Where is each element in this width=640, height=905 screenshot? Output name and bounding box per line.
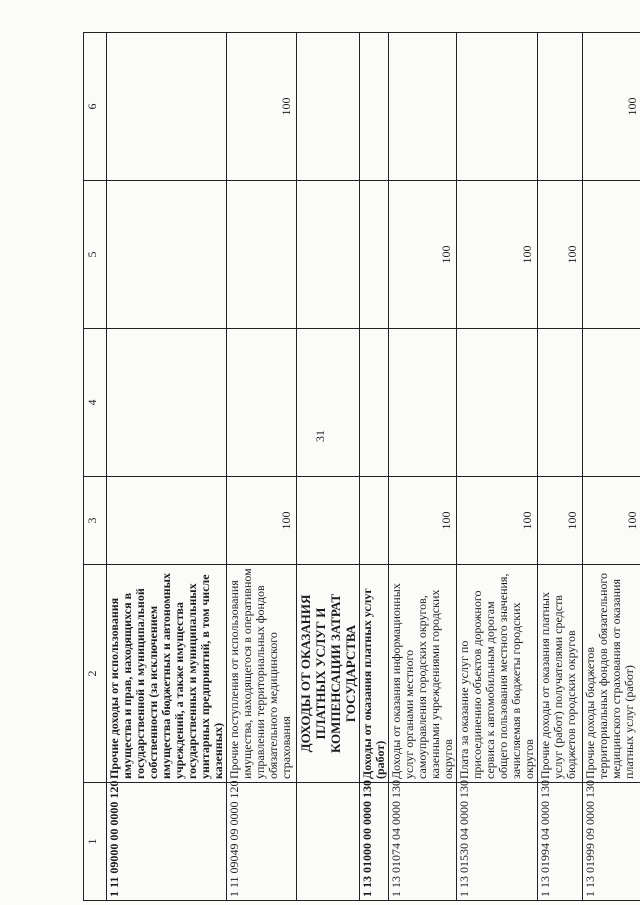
row-value [360, 33, 389, 181]
row-value [360, 329, 389, 477]
row-value [297, 477, 360, 565]
row-value [107, 33, 227, 181]
row-value [297, 329, 360, 477]
row-value [360, 181, 389, 329]
row-name: Прочие доходы от использования имущества и прав, находящихся в государственной и муниципальной собственности (за исключением имущества бюджетных и автономных учреждений, а также имущества государственных и муниципальных унитарных предприятий, в том числе казенных) [107, 565, 227, 783]
table-row [389, 33, 457, 901]
row-name: Прочие доходы бюджетов территориальных фондов обязательного медицинского страхования от оказания платных услуг (работ) [583, 565, 640, 783]
row-value [389, 33, 457, 181]
row-value: 100 [538, 477, 583, 565]
column-header: 2 [84, 565, 107, 783]
table-row [583, 33, 640, 901]
row-name: Прочие доходы от оказания платных услуг (работ) получателями средств бюджетов городских округов [538, 565, 583, 783]
row-value [457, 329, 538, 477]
row-code: 1 13 01074 04 0000 130 [389, 783, 457, 901]
row-value [360, 477, 389, 565]
section-title: ДОХОДЫ ОТ ОКАЗАНИЯ ПЛАТНЫХ УСЛУГ И КОМПЕНСАЦИИ ЗАТРАТ ГОСУДАРСТВА [297, 565, 360, 783]
row-name: Плата за оказание услуг по присоединению объектов дорожного сервиса к автомобильным дорогам общего пользования местного значения, зачисляемая в бюджеты городских округов [457, 565, 538, 783]
row-code: 1 11 09049 09 0000 120 [227, 783, 297, 901]
row-value: 100 [583, 477, 640, 565]
row-value [538, 33, 583, 181]
row-code [297, 783, 360, 901]
row-value: 100 [538, 181, 583, 329]
row-code: 1 13 01999 09 0000 130 [583, 783, 640, 901]
column-header: 4 [84, 329, 107, 477]
row-code: 1 13 01994 04 0000 130 [538, 783, 583, 901]
row-value [297, 181, 360, 329]
row-value [297, 33, 360, 181]
column-header: 1 [84, 783, 107, 901]
row-value [227, 329, 297, 477]
row-name: Доходы от оказания информационных услуг органами местного самоуправления городских округов, казенными учреждениями городских округов [389, 565, 457, 783]
row-value: 100 [227, 477, 297, 565]
revenue-table [83, 32, 640, 901]
row-value [457, 33, 538, 181]
row-value [538, 329, 583, 477]
page-number: 31 [313, 430, 327, 442]
row-name: Доходы от оказания платных услуг (работ) [360, 565, 389, 783]
row-value [389, 329, 457, 477]
row-value: 100 [227, 33, 297, 181]
table-row [457, 33, 538, 901]
row-value [107, 329, 227, 477]
row-value: 100 [457, 477, 538, 565]
row-value: 100 [389, 181, 457, 329]
table-row [107, 33, 227, 901]
row-code: 1 11 09000 00 0000 120 [107, 783, 227, 901]
revenue-table-sheet [83, 33, 639, 901]
column-header: 5 [84, 181, 107, 329]
row-value [583, 181, 640, 329]
row-value [107, 477, 227, 565]
row-value [583, 329, 640, 477]
row-value: 100 [457, 181, 538, 329]
table-row [360, 33, 389, 901]
row-name: Прочие поступления от использования имущества, находящегося в оперативном управлении территориальных фондов обязательного медицинского страхования [227, 565, 297, 783]
row-code: 1 13 01000 00 0000 130 [360, 783, 389, 901]
row-value [227, 181, 297, 329]
table-row [227, 33, 297, 901]
section-row [297, 33, 360, 901]
column-header: 3 [84, 477, 107, 565]
row-code: 1 13 01530 04 0000 130 [457, 783, 538, 901]
row-value: 100 [389, 477, 457, 565]
row-value: 100 [583, 33, 640, 181]
row-value [107, 181, 227, 329]
header-row [84, 33, 107, 901]
column-header: 6 [84, 33, 107, 181]
table-row [538, 33, 583, 901]
